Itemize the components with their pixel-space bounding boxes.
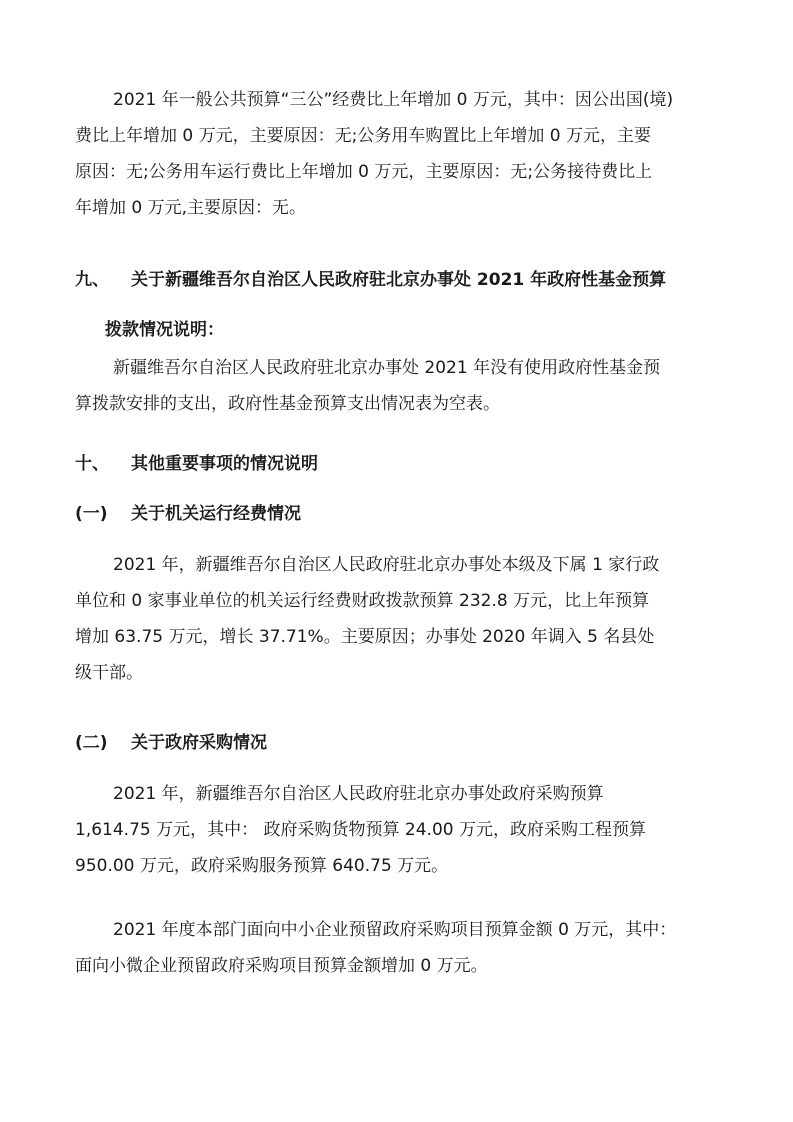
- text-line: 新疆维吾尔自治区人民政府驻北京办事处 2021 年没有使用政府性基金预: [113, 358, 661, 378]
- paragraph-operating-expenses: [75, 547, 715, 691]
- subsection-heading-2: [75, 725, 715, 761]
- section-number: 九、: [75, 270, 109, 290]
- text-line: 2021 年，新疆维吾尔自治区人民政府驻北京办事处本级及下属 1 家行政: [113, 555, 660, 575]
- section-title-continued: 拨款情况说明：: [105, 320, 224, 340]
- subsection-title: 关于机关运行经费情况: [131, 504, 301, 524]
- paragraph-procurement: [75, 776, 715, 884]
- text-line: 950.00 万元，政府采购服务预算 640.75 万元。: [75, 856, 449, 876]
- section-title: 其他重要事项的情况说明: [131, 454, 318, 474]
- text-line: 1,614.75 万元，其中： 政府采购货物预算 24.00 万元，政府采购工程预算: [75, 820, 646, 840]
- text-line: 费比上年增加 0 万元，主要原因：无;公务用车购置比上年增加 0 万元，主要: [75, 126, 651, 146]
- section-number: 十、: [75, 454, 109, 474]
- paragraph-sme-procurement: [75, 912, 715, 984]
- text-line: 级干部。: [75, 663, 143, 683]
- subsection-title: 关于政府采购情况: [131, 733, 267, 753]
- section-heading-10: [75, 446, 715, 482]
- text-line: 2021 年一般公共预算“三公”经费比上年增加 0 万元，其中：因公出国(境): [113, 90, 674, 110]
- section-heading-9: [75, 262, 715, 348]
- text-line: 增加 63.75 万元，增长 37.71%。主要原因；办事处 2020 年调入 5 名县处: [75, 627, 655, 647]
- text-line: 单位和 0 家事业单位的机关运行经费财政拨款预算 232.8 万元，比上年预算: [75, 591, 650, 611]
- paragraph-government-fund: [75, 350, 715, 422]
- section-title: 关于新疆维吾尔自治区人民政府驻北京办事处 2021 年政府性基金预算: [131, 270, 667, 290]
- text-line: 年增加 0 万元,主要原因：无。: [75, 198, 307, 218]
- text-line: 算拨款安排的支出，政府性基金预算支出情况表为空表。: [75, 394, 500, 414]
- subsection-heading-1: [75, 496, 715, 532]
- text-line: 原因：无;公务用车运行费比上年增加 0 万元，主要原因：无;公务接待费比上: [75, 162, 653, 182]
- text-line: 面向小微企业预留政府采购项目预算金额增加 0 万元。: [75, 956, 488, 976]
- text-line: 2021 年，新疆维吾尔自治区人民政府驻北京办事处政府采购预算: [113, 784, 604, 804]
- subsection-number: (二): [75, 733, 108, 753]
- paragraph-three-public-expenses: [75, 82, 715, 226]
- subsection-number: (一): [75, 504, 108, 524]
- text-line: 2021 年度本部门面向中小企业预留政府采购项目预算金额 0 万元，其中：: [113, 920, 677, 940]
